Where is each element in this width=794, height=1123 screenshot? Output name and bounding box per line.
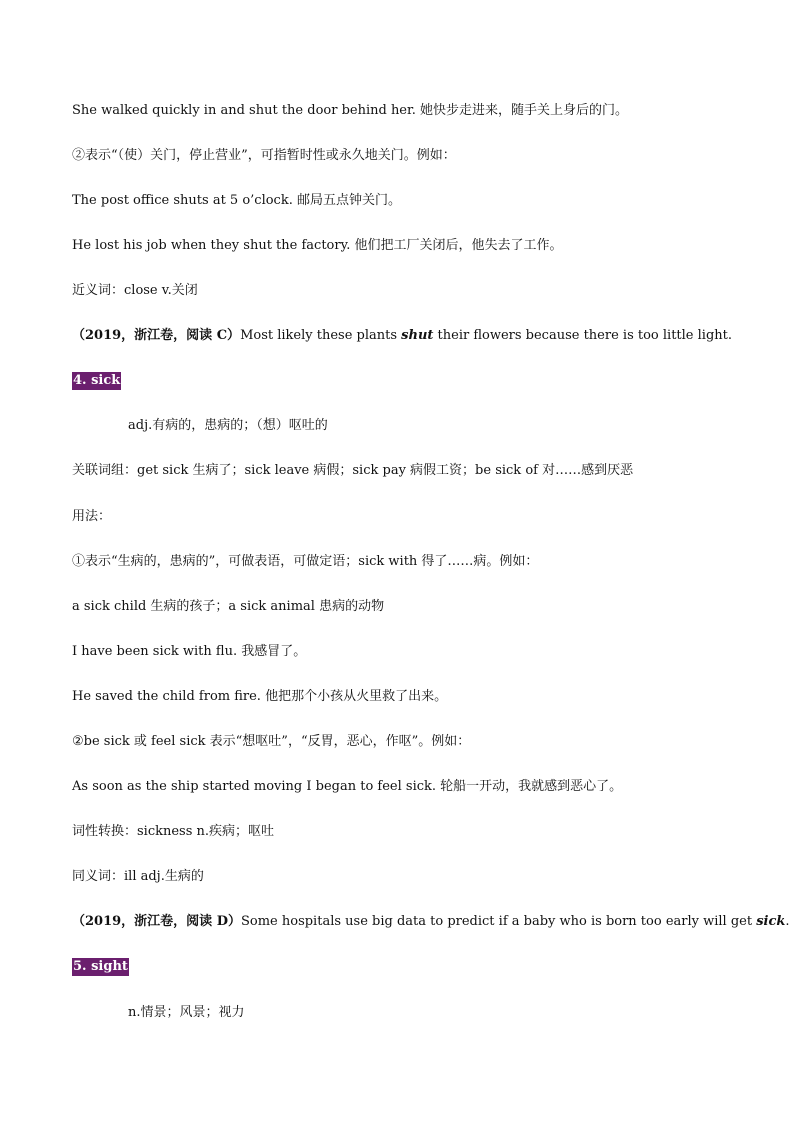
section-heading-line [72,372,121,390]
example-sentence: He saved the child from fire. 他把那个小孩从火里救了出来。 [72,689,448,704]
exam-source-line [72,327,732,345]
usage-note: ①表示“生病的，患病的”，可做表语，可做定语；sick with 得了……病。例如： [72,554,539,569]
exam-sentence-part: . [785,914,790,929]
example-phrases: a sick child 生病的孩子；a sick animal 患病的动物 [72,599,385,614]
example-sentence: As soon as the ship started moving I began to feel sick. 轮船一开动，我就感到恶心了。 [72,779,623,794]
exam-sentence-part: Most likely these plants [240,328,402,343]
synonym-line: 同义词：ill adj.生病的 [72,869,204,884]
example-sentence: She walked quickly in and shut the door behind her. 她快步走进来，随手关上身后的门。 [72,103,629,118]
exam-sentence-part: Some hospitals use big data to predict if a baby who is born too early will get [240,914,757,929]
word-form-line: 词性转换：sickness n.疾病；呕吐 [72,824,275,839]
exam-source-label: （2019，浙江卷，阅读 C） [72,328,241,343]
usage-note: ②be sick 或 feel sick 表示“想呕吐”，“反胃，恶心，作呕”。例如： [72,734,471,749]
usage-label: 用法： [72,509,112,524]
related-phrases-line: 关联词组：get sick 生病了；sick leave 病假；sick pay 病假工资；be sick of 对……感到厌恶 [72,463,634,478]
exam-source-label: （2019，浙江卷，阅读 D） [72,914,241,929]
synonym-line: 近义词：close v.关闭 [72,283,198,298]
usage-note: ②表示“（使）关门，停止营业”，可指暂时性或永久地关门。例如： [72,148,456,163]
definition-line: n.情景；风景；视力 [128,1005,245,1020]
example-sentence: The post office shuts at 5 o’clock. 邮局五点钟关门。 [72,193,401,208]
section-heading-sick: 4. sick [73,373,121,388]
example-sentence: I have been sick with flu. 我感冒了。 [72,644,307,659]
exam-source-line [72,913,790,931]
section-heading-sight: 5. sight [73,959,128,974]
section-heading-line [72,958,129,976]
definition-line: adj.有病的，患病的；（想）呕吐的 [128,418,328,433]
example-sentence: He lost his job when they shut the factory. 他们把工厂关闭后，他失去了工作。 [72,238,563,253]
keyword-highlight: sick [756,914,786,929]
keyword-highlight: shut [401,328,434,343]
exam-sentence-part: their flowers because there is too little light. [433,328,732,343]
